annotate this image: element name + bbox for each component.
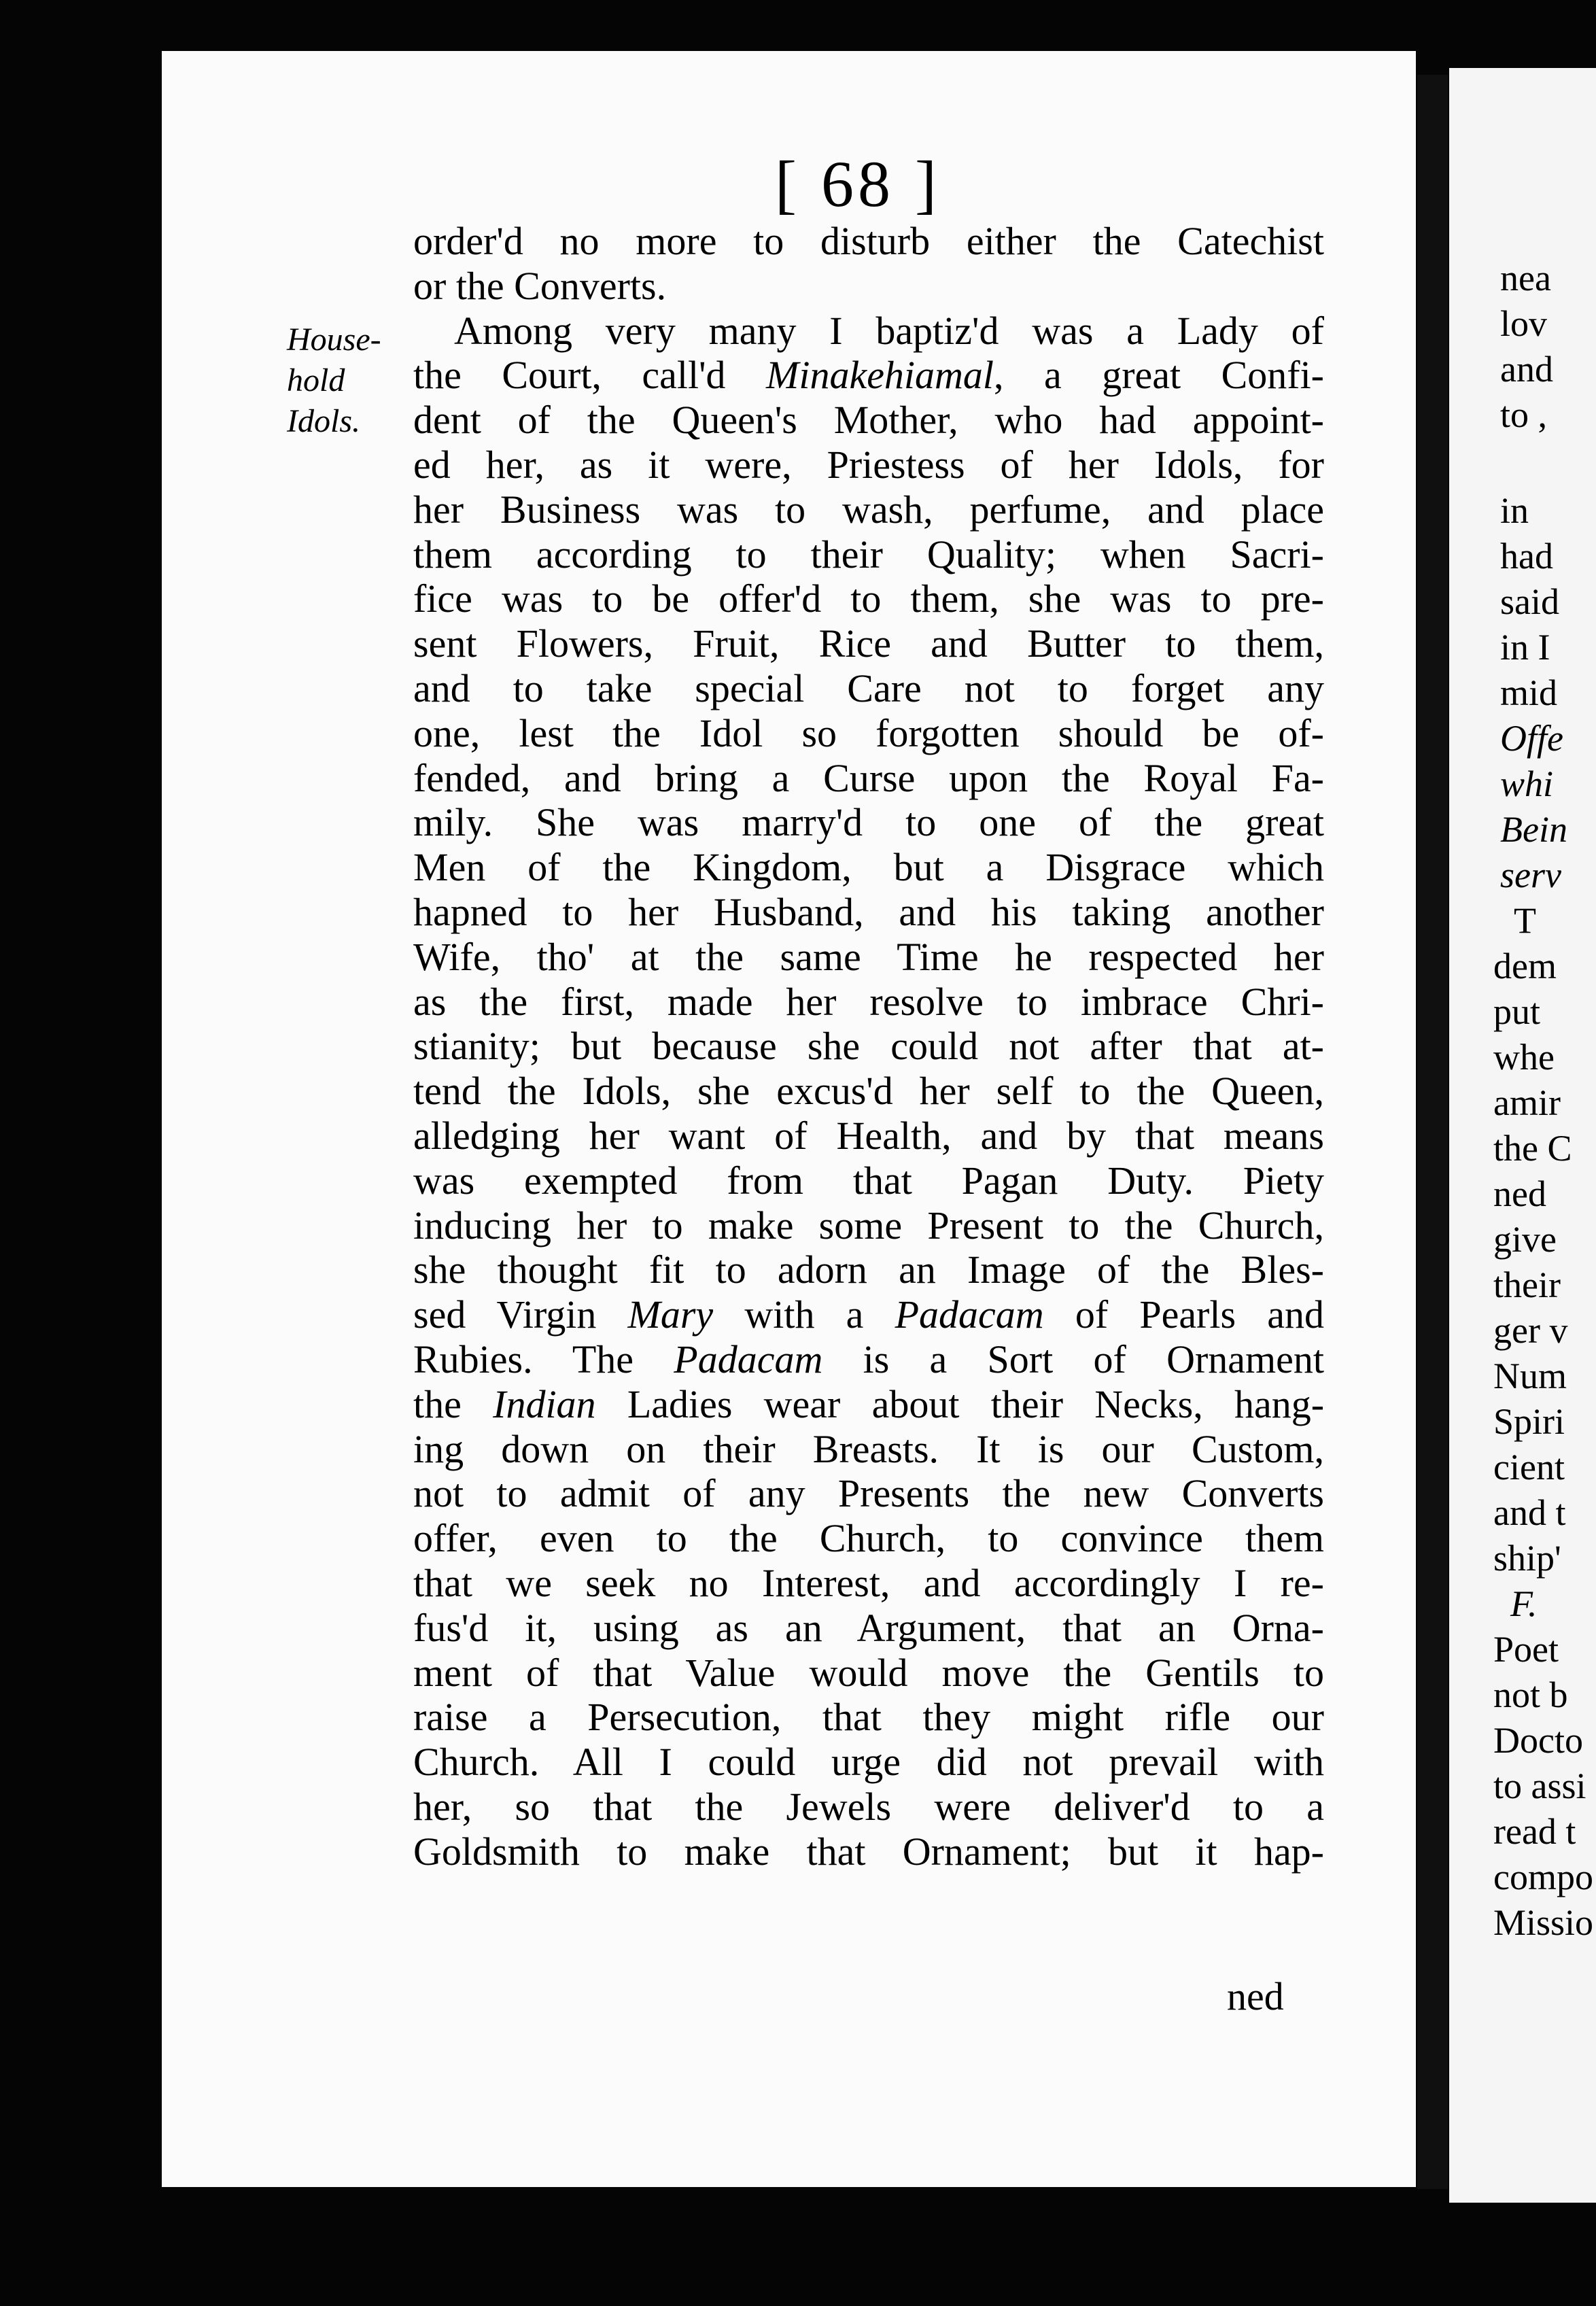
text-line: her Business was to wash, perfume, and place	[413, 487, 1324, 532]
text-line: Wife, tho' at the same Time he respected her	[413, 934, 1324, 979]
text-line: not to admit of any Presents the new Converts	[413, 1471, 1324, 1516]
facing-line: serv	[1500, 855, 1561, 895]
facing-line: Spiri	[1493, 1401, 1565, 1442]
text-line: that we seek no Interest, and accordingly I re-	[413, 1560, 1324, 1605]
book-gutter	[1417, 75, 1448, 2189]
facing-line: put	[1493, 991, 1541, 1032]
text-line: inducing her to make some Present to the Church,	[413, 1203, 1324, 1247]
text-line: as the first, made her resolve to imbrace Chri-	[413, 979, 1324, 1024]
text-line: stianity; but because she could not after that at-	[413, 1024, 1324, 1069]
text-line: dent of the Queen's Mother, who had appoint-	[413, 398, 1324, 443]
facing-line: give	[1493, 1219, 1557, 1260]
page-number: [ 68 ]	[775, 148, 941, 220]
text-line: was exempted from that Pagan Duty. Piety	[413, 1158, 1324, 1203]
text-line: Among very many I baptiz'd was a Lady of	[454, 308, 1324, 353]
facing-line: and t	[1493, 1492, 1566, 1533]
text-line: ing down on their Breasts. It is our Custom,	[413, 1426, 1324, 1471]
text-line: she thought fit to adorn an Image of the Bles-	[413, 1247, 1324, 1292]
facing-line: Offe	[1500, 718, 1563, 759]
marginal-note-line: Idols.	[287, 403, 360, 439]
facing-line: to assi	[1493, 1766, 1586, 1806]
text-line: offer, even to the Church, to convince them	[413, 1516, 1324, 1561]
facing-line: cient	[1493, 1447, 1565, 1487]
marginal-note-line: House-	[287, 322, 381, 358]
facing-line: lov	[1500, 303, 1548, 344]
text-line: tend the Idols, she excus'd her self to the Queen,	[413, 1069, 1324, 1114]
text-line: the Indian Ladies wear about their Necks, hang-	[413, 1381, 1325, 1426]
text-line: and to take special Care not to forget any	[413, 666, 1324, 710]
text-line: them according to their Quality; when Sacri-	[413, 532, 1324, 576]
facing-line: their	[1493, 1264, 1561, 1305]
text-line: fus'd it, using as an Argument, that an Orna-	[413, 1605, 1324, 1650]
facing-line: nea	[1500, 258, 1551, 298]
facing-line: compo	[1493, 1857, 1593, 1897]
catchword: ned	[1227, 1974, 1284, 2018]
text-line: sent Flowers, Fruit, Rice and Butter to them,	[413, 621, 1324, 666]
facing-line: ned	[1493, 1173, 1546, 1214]
facing-line: read t	[1493, 1811, 1576, 1852]
facing-page	[1449, 68, 1596, 2203]
facing-line: the C	[1493, 1128, 1572, 1169]
facing-line: Num	[1493, 1356, 1567, 1396]
text-line: hapned to her Husband, and his taking another	[413, 889, 1324, 934]
facing-line: Poet	[1493, 1629, 1559, 1670]
text-line: Goldsmith to make that Ornament; but it hap-	[413, 1829, 1324, 1874]
text-line: Church. All I could urge did not prevail with	[413, 1740, 1324, 1785]
facing-line: not b	[1493, 1674, 1568, 1715]
text-line: mily. She was marry'd to one of the great	[413, 800, 1324, 845]
text-line: fended, and bring a Curse upon the Royal Fa-	[413, 755, 1324, 800]
facing-line: had	[1500, 536, 1553, 576]
facing-line: whi	[1500, 763, 1554, 804]
facing-line: to ,	[1500, 394, 1548, 435]
text-line: Men of the Kingdom, but a Disgrace which	[413, 845, 1324, 890]
text-line: her, so that the Jewels were deliver'd to a	[413, 1784, 1324, 1829]
facing-line: whe	[1493, 1037, 1555, 1078]
text-line: alledging her want of Health, and by that means	[413, 1113, 1324, 1158]
facing-line: said	[1500, 581, 1559, 622]
facing-line: F.	[1510, 1583, 1538, 1624]
marginal-note-line: hold	[287, 362, 345, 398]
text-line: sed Virgin Mary with a Padacam of Pearls and	[413, 1292, 1324, 1337]
facing-line: dem	[1493, 946, 1557, 986]
text-line: order'd no more to disturb either the Catechist	[413, 219, 1324, 263]
facing-line: T	[1514, 900, 1536, 941]
text-line: or the Converts.	[413, 263, 667, 308]
facing-line: Missio	[1493, 1902, 1594, 1943]
text-line: raise a Persecution, that they might rifle our	[413, 1695, 1324, 1740]
marginal-note	[287, 320, 402, 442]
facing-line: amir	[1493, 1082, 1561, 1123]
text-line: ed her, as it were, Priestess of her Idols, for	[413, 442, 1324, 487]
text-line: Rubies. The Padacam is a Sort of Ornament	[413, 1337, 1324, 1381]
facing-line: Bein	[1500, 809, 1567, 850]
text-line: the Court, call'd Minakehiamal, a great Confi-	[413, 353, 1325, 398]
text-line: fice was to be offer'd to them, she was to pre-	[413, 576, 1324, 621]
text-line: one, lest the Idol so forgotten should be of-	[413, 710, 1324, 755]
facing-line: ger v	[1493, 1310, 1568, 1351]
text-line: ment of that Value would move the Gentils to	[413, 1650, 1324, 1695]
facing-line: in	[1500, 490, 1529, 531]
body-text	[413, 219, 1324, 1874]
facing-line: in I	[1500, 627, 1550, 668]
facing-line: mid	[1500, 672, 1558, 713]
facing-line: Docto	[1493, 1720, 1583, 1761]
facing-line: ship'	[1493, 1538, 1561, 1579]
facing-line: and	[1500, 349, 1553, 390]
